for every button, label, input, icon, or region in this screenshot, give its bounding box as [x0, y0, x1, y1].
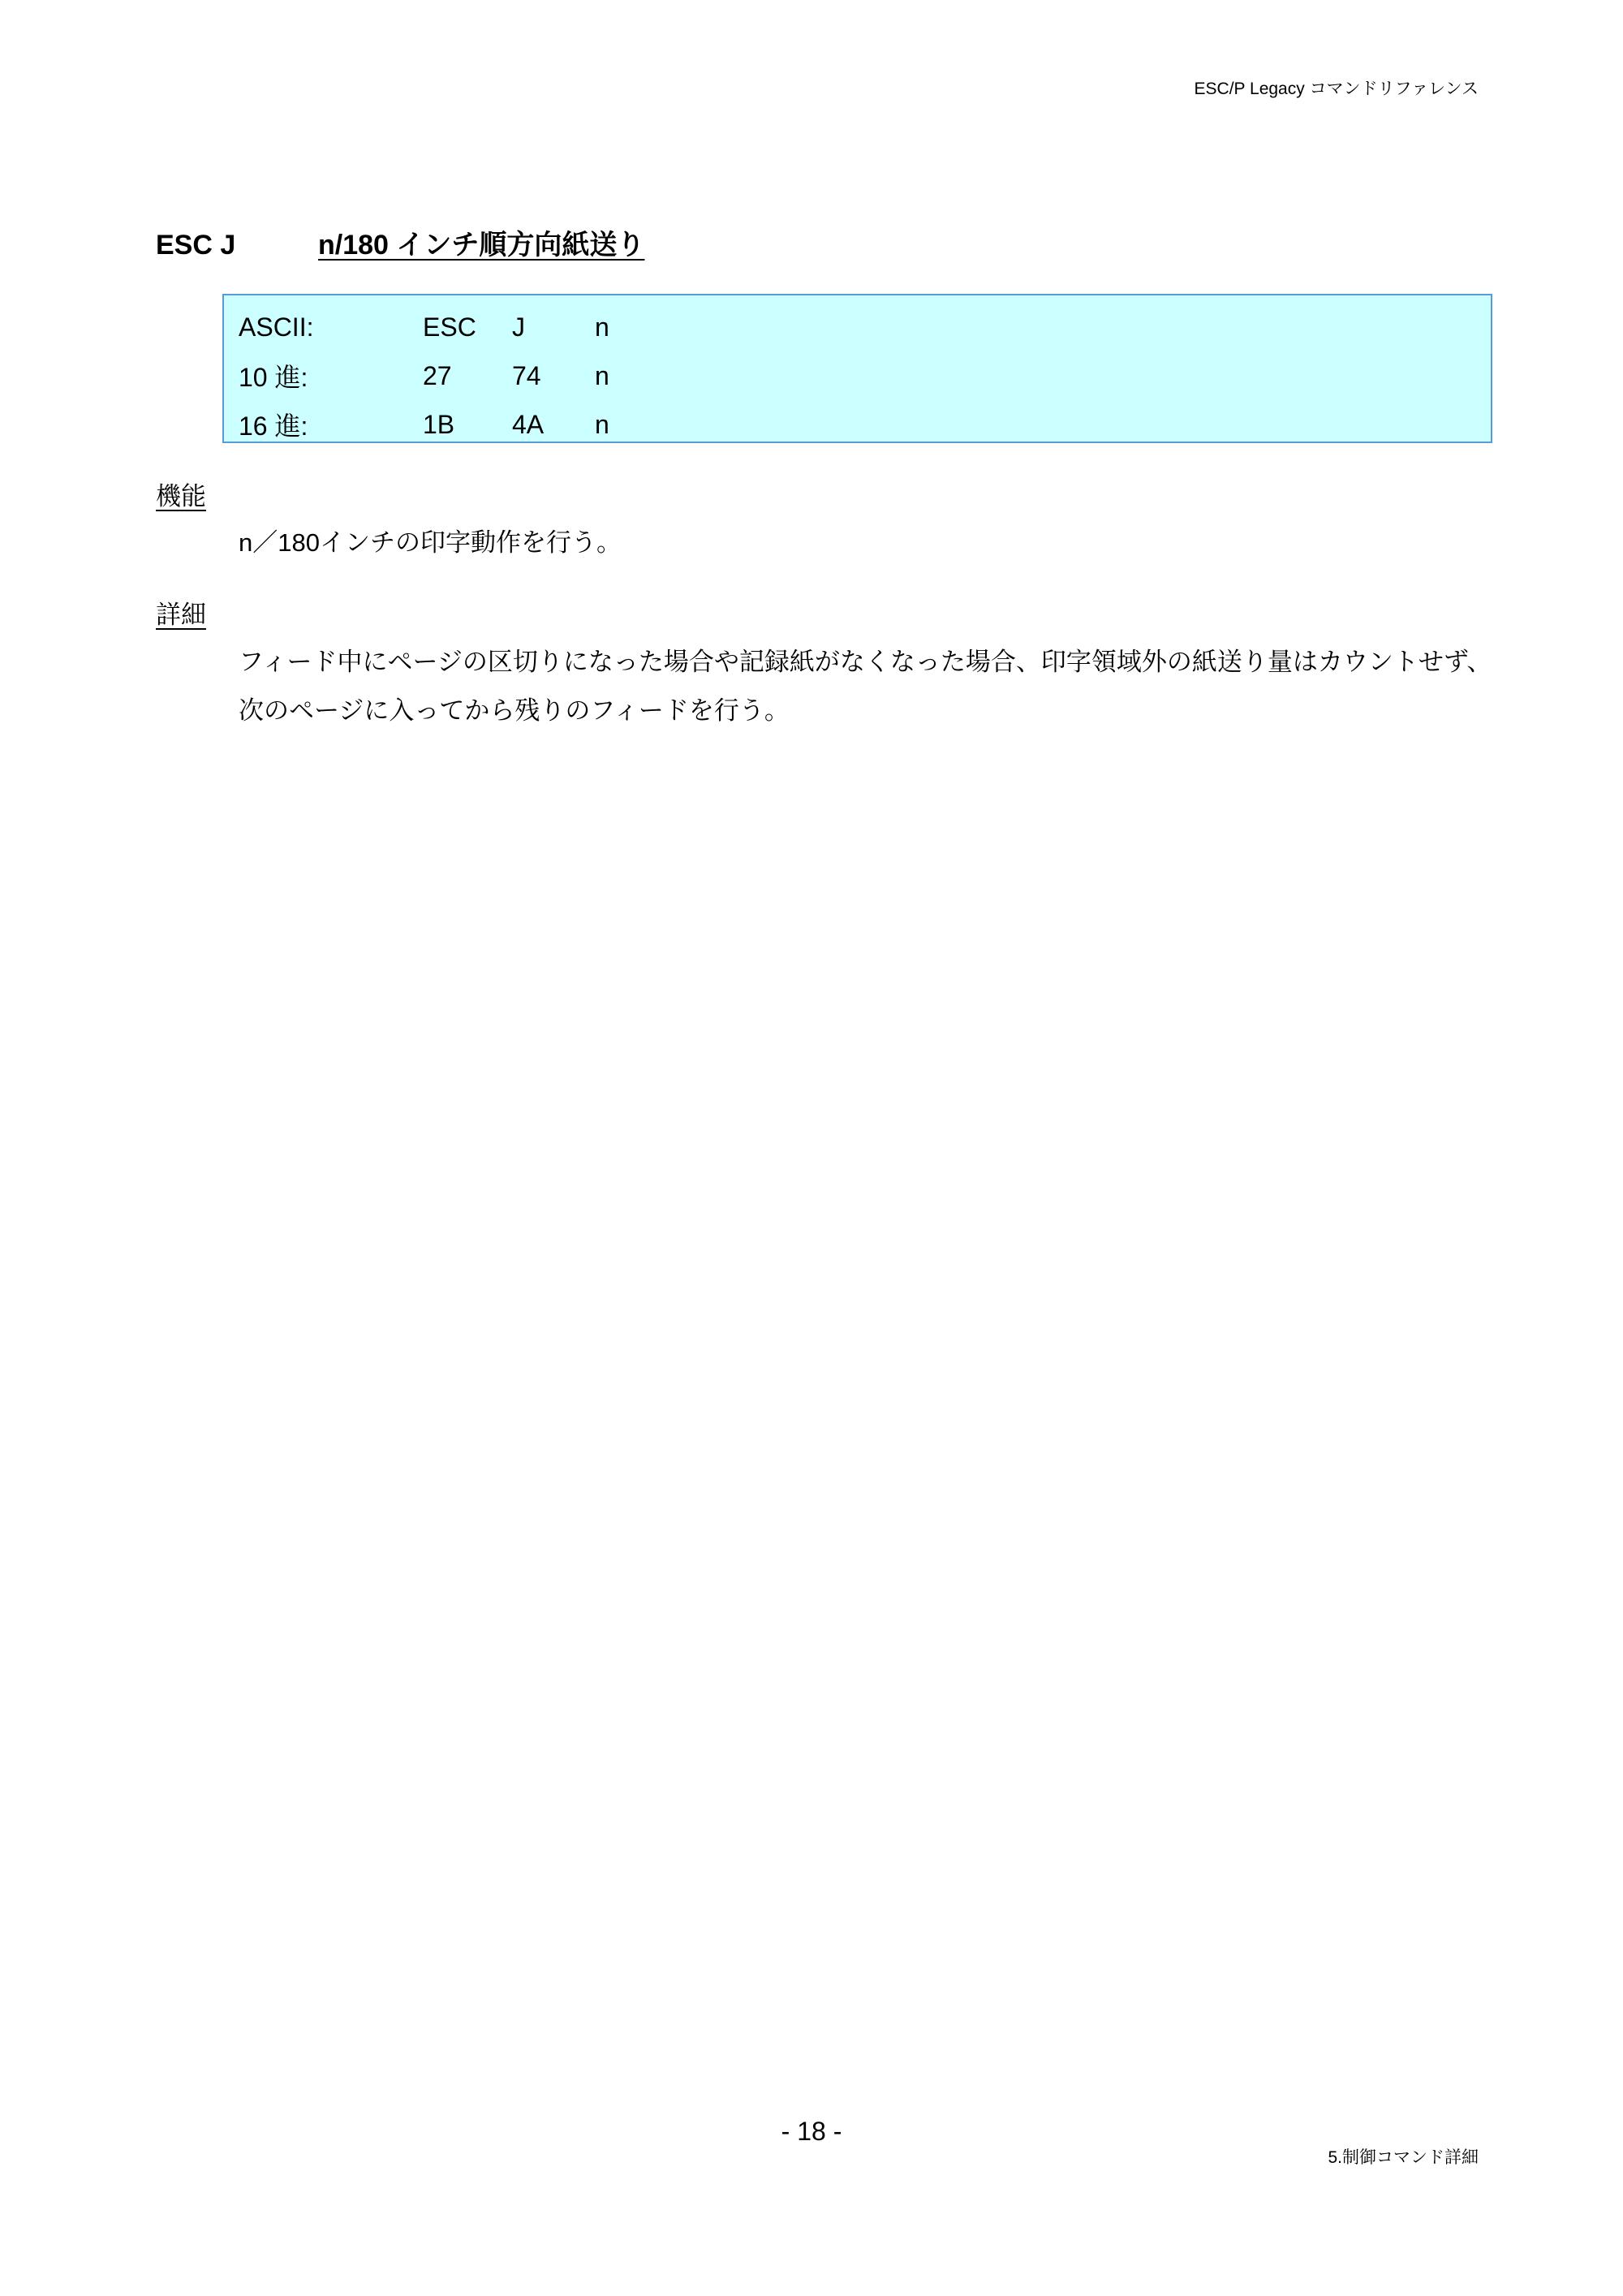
code-value: J [512, 312, 525, 342]
running-header: ESC/P Legacy コマンドリファレンス [1194, 80, 1479, 98]
details-text-line: 次のページに入ってから残りのフィードを行う。 [239, 696, 790, 725]
code-row-hex [239, 400, 1491, 449]
function-body [239, 519, 622, 567]
function-heading: 機能 [156, 482, 206, 510]
code-value: 4A [512, 409, 545, 439]
details-body [239, 638, 1492, 735]
code-table [222, 294, 1492, 443]
code-value: n [595, 312, 609, 342]
code-value: 27 [423, 360, 452, 390]
command-description: n/180 インチ順方向紙送り [318, 230, 645, 261]
command-name: ESC J [156, 230, 236, 261]
code-value: n [595, 409, 609, 439]
code-label: ASCII: [239, 312, 314, 342]
code-value: 74 [512, 360, 541, 390]
code-label: 16 進: [239, 411, 308, 441]
command-title [156, 227, 644, 263]
code-label: 10 進: [239, 363, 308, 392]
code-row-ascii [239, 303, 1491, 351]
code-row-decimal [239, 351, 1491, 400]
code-value: n [595, 360, 609, 390]
details-text-line: フィード中にページの区切りになった場合や記録紙がなくなった場合、印字領域外の紙送り量はカウントせず、 [239, 648, 1492, 676]
page-number: - 18 - [781, 2117, 842, 2146]
chapter-footer: 5.制御コマンド詳細 [1328, 2148, 1479, 2167]
code-value: ESC [423, 312, 476, 342]
code-value: 1B [423, 409, 455, 439]
details-heading: 詳細 [156, 601, 206, 629]
function-text-line: n／180インチの印字動作を行う。 [239, 528, 622, 557]
